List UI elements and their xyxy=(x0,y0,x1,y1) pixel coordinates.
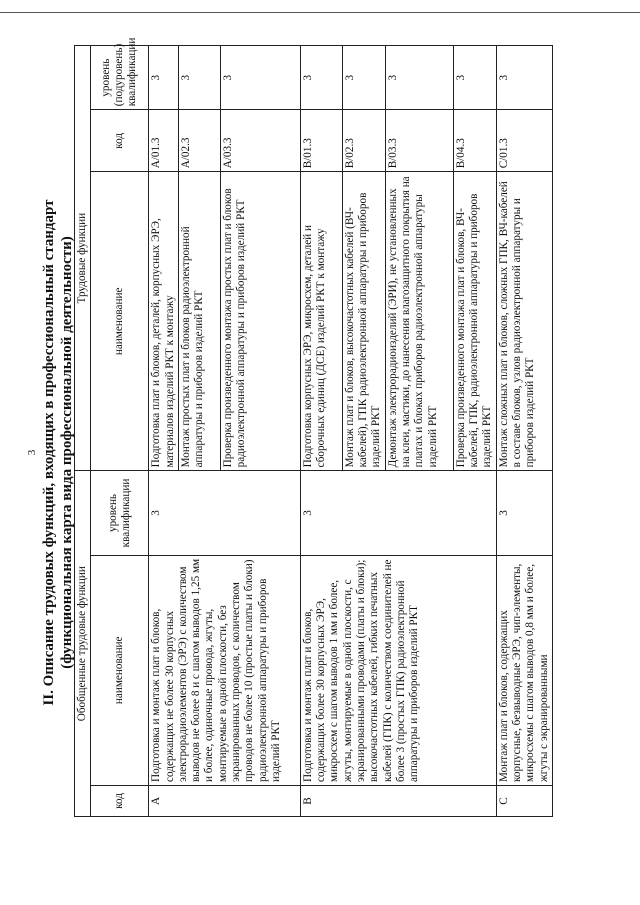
function-level: 3 xyxy=(385,46,453,110)
header-level: уровень квалификации xyxy=(91,471,149,555)
function-code: B/04.3 xyxy=(453,110,496,172)
block-code: A xyxy=(149,785,301,816)
header-group-row xyxy=(75,46,91,817)
function-name: Монтаж плат и блоков, высокочастотных кабелей (ВЧ-кабелей), ГПК радиоэлектронной аппаратуры и приборов изделий РКТ xyxy=(342,172,385,471)
block-level: 3 xyxy=(300,471,496,555)
function-level: 3 xyxy=(178,46,220,110)
block-name: Подготовка и монтаж плат и блоков, содержащих не более 30 корпусных электрорадиоэлементов (ЭРЭ) с количеством выводов не более 8 и с шагом выводов 1,25 мм и более, одиночные провода, жгуты, монтируемые в одной плоскости, без экранированных проводов, с количеством проводов не более 10 (простые платы и блоки) радиоэлектронной аппаратуры и приборов изделий РКТ xyxy=(149,555,301,785)
title-line-1: II. Описание трудовых функций, входящих в профессиональный стандарт xyxy=(41,199,57,706)
function-level: 3 xyxy=(342,46,385,110)
function-name: Подготовка плат и блоков, деталей, корпусных ЭРЭ, материалов изделий РКТ к монтажу xyxy=(149,172,179,471)
function-code: C/01.3 xyxy=(496,110,552,172)
table-row xyxy=(300,46,342,817)
functional-map-table xyxy=(74,37,553,817)
header-name: наименование xyxy=(91,555,149,785)
header-code: код xyxy=(91,785,149,816)
function-name: Проверка произведенного монтажа плат и блоков, ВЧ-кабелей, ГПК, радиоэлектронной аппаратуры и приборов изделий РКТ xyxy=(453,172,496,471)
function-code: B/01.3 xyxy=(300,110,342,172)
block-level: 3 xyxy=(496,471,552,555)
header-generalized-functions: Обобщенные трудовые функции xyxy=(75,471,91,817)
header-labor-functions: Трудовые функции xyxy=(75,46,91,471)
function-name: Проверка произведенного монтажа простых плат и блоков радиоэлектронной аппаратуры и приборов изделий РКТ xyxy=(220,172,300,471)
function-level: 3 xyxy=(149,46,179,110)
function-code: A/03.3 xyxy=(220,110,300,172)
function-name: Монтаж простых плат и блоков радиоэлектронной аппаратуры и приборов изделий РКТ xyxy=(178,172,220,471)
function-level: 3 xyxy=(300,46,342,110)
function-level: 3 xyxy=(220,46,300,110)
function-level: 3 xyxy=(453,46,496,110)
header-columns-row xyxy=(91,46,149,817)
block-code: C xyxy=(496,785,552,816)
table-row xyxy=(496,46,552,817)
header-function-code: код xyxy=(91,110,149,172)
function-name: Подготовка корпусных ЭРЭ, микросхем, деталей и сборочных единиц (ДСЕ) изделий РКТ к монтажу xyxy=(300,172,342,471)
page-title xyxy=(40,0,76,905)
table-row xyxy=(149,46,179,817)
function-level: 3 xyxy=(496,46,552,110)
function-name: Демонтаж электрорадиоизделий (ЭРИ), не установленных на клеи, мастики, до нанесения влагозащитного покрытия на платах и блоках приборов радиоэлектронной аппаратуры изделий РКТ xyxy=(385,172,453,471)
title-line-2: (функциональная карта вида профессиональной деятельности) xyxy=(59,236,75,669)
block-name: Подготовка и монтаж плат и блоков, содержащих более 30 корпусных ЭРЭ, микросхем с шагом выводов 1 мм и более, жгуты, монтируемые в одной плоскости, с экранированными проводами (платы и блоки); высокочастотных кабелей, гибких печатных кабелей (ГПК) с количеством соединителей не более 3 (простых ГПК) радиоэлектронной аппаратуры и приборов изделий РКТ xyxy=(300,555,496,785)
header-function-name: наименование xyxy=(91,172,149,471)
function-code: B/03.3 xyxy=(385,110,453,172)
function-name: Монтаж сложных плат и блоков, сложных ГПК, ВЧ-кабелей в составе блоков, узлов радиоэлектронной аппаратуры и приборов изделий РКТ xyxy=(496,172,552,471)
function-code: A/01.3 xyxy=(149,110,179,172)
block-code: B xyxy=(300,785,496,816)
function-code: A/02.3 xyxy=(178,110,220,172)
header-level-sublevel: уровень (подуровень) квалификации xyxy=(91,46,149,110)
page-number: 3 xyxy=(26,449,38,456)
block-level: 3 xyxy=(149,471,301,555)
function-code: B/02.3 xyxy=(342,110,385,172)
block-name: Монтаж плат и блоков, содержащих корпусные, безвыводные ЭРЭ, чип-элементы, микросхемы с шагом выводов 0,8 мм и более, жгуты с экранированными xyxy=(496,555,552,785)
